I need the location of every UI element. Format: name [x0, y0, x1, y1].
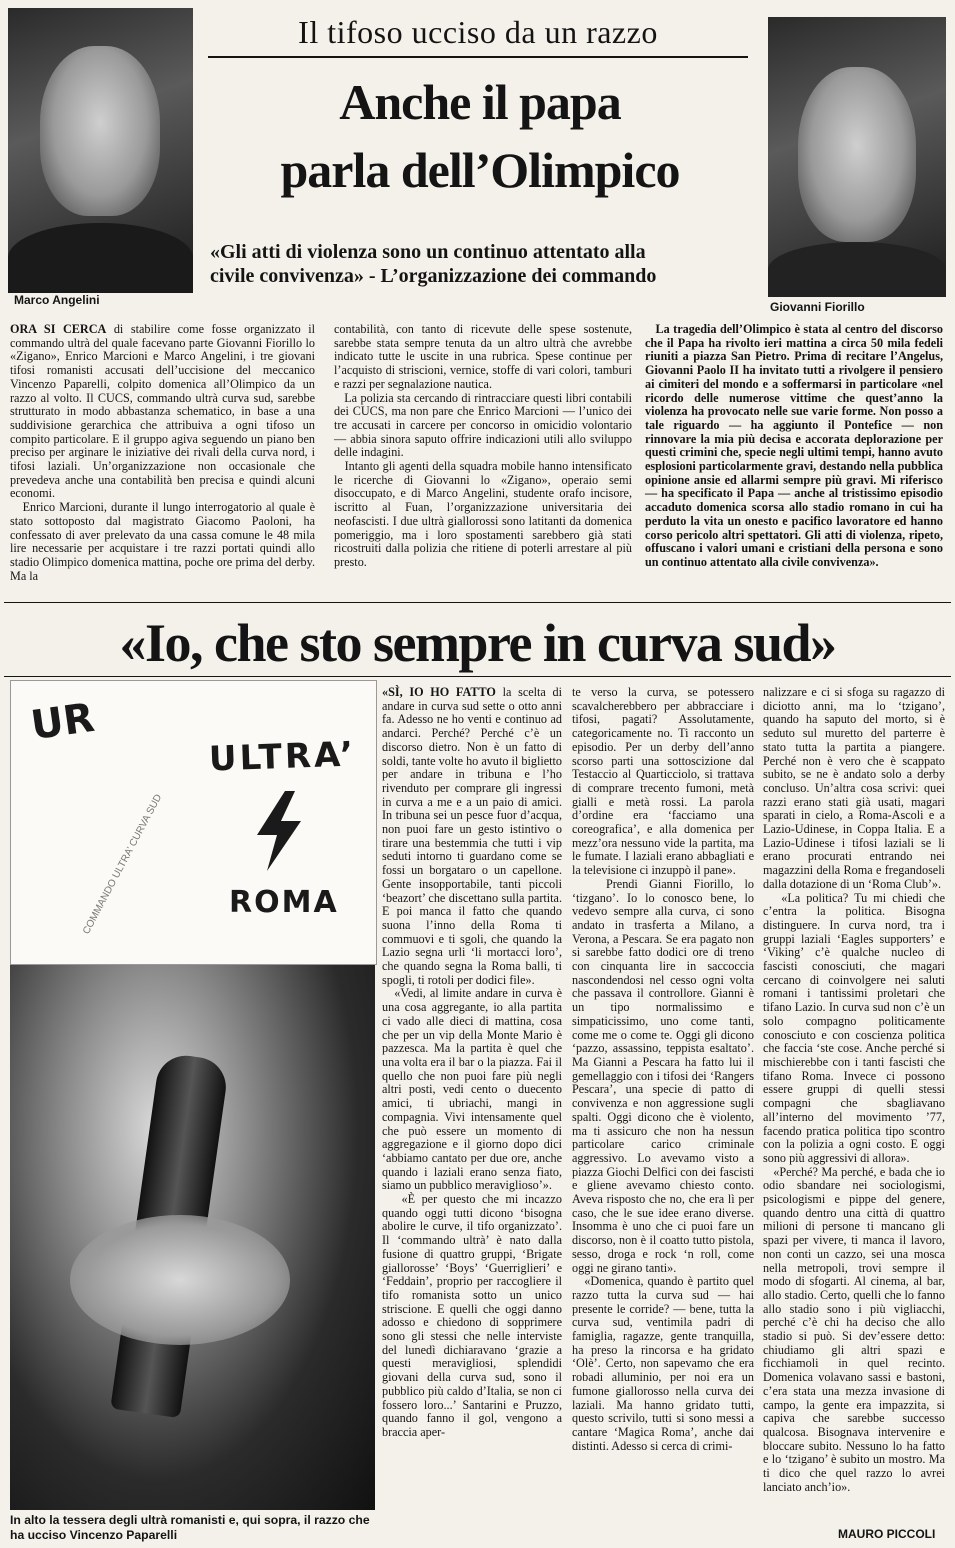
- column-text: la scelta di andare in curva sud sette o otto anni fa. Adesso ne ho venti e continuo ad andarci. Perché? Perché c’è un discorso dietro. Non è un fatto di soldi, tante volte ho avuto il biglietto per andare in tribuna e l’ho rivenduto per comprare gli ingressi in curva a me e a un paio di amici. In tribuna sei un pesce fuor d’acqua, non puoi fare un gesto istintivo o tirare una bestemmia che tutti i vip seduti intorno ti guardano come se fossi un borgataro o un capellone. Gente insopportabile, tanti piccoli ‘beazort’ che discettano sulla partita. E poi manca il fatto che quando suona l’inno della Roma ti commuovi e ti sgoli, che quando la Lazio segna urli ‘li mortacci loro’, che quando segna la Roma balli, ti spogli, ti rotoli per dodici file». «Vedi, al limite andare in curva è una cosa aggregante, io alla partita ci vado alle dieci di mattina, cosa che per un vip della Monte Mario è pazzesca. Ma la partita è quel che una volta era il bar o la piazza. Fai il quello che non puoi fare più negli altri posti, vedi cento o duecento amici, ti ubriachi, mangi in compagnia. Vivi intensamente quel che può essere un momento di aggregazione e il giorno dopo dici ‘abbiamo cantato per due ore, anche quando i laziali erano senza fiato, siamo un pubblico meraviglioso’». «È per questo che mi incazzo quando oggi tutti dicono ‘bisogna abolire le curve, il tifo organizzato’. Il ‘commando ultrà’ è nato dalla fusione di quattro gruppi, ‘Brigate giallorosse’ ‘Boys’ ‘Guerriglieri’ e ‘Feddain’, proprio per raccogliere il tifo romanista sotto un unico striscione. E quelli che oggi danno adosso e chiedono di sopprimere sono gli stessi che nelle interviste del lunedì dichiaravano ‘grazie a questi meravigliosi, splendidi giovani della curva sud, sono il pubblico più caldo d’Italia, se non ci fossero loro...’ Santarini e Pruzzo, quando fanno il gol, vengono a braccia aper-: [382, 685, 563, 1439]
- column-text: contabilità, con tanto di ricevute delle spese sostenute, sarebbe stata sempre tenuta da un altro ultrà che avrebbe indicato tutte le uscite in una rubrica. Spese continue per l’acquisto di striscioni, vernice, stoffe di vari colori, tamburi e razzi per segnalazione nautica. La polizia sta cercando di rintracciare questi libri contabili dei CUCS, ma non pare che Enrico Marcioni — l’unico dei tre accusati in carcere per concorso in omicidio volontario — abbia sinora saputo offrire indicazioni utili allo sviluppo delle indagini. Intanto gli agenti della squadra mobile hanno intensificato le ricerche di Giovanni lo «Zigano», operaio semi disoccupato, e di Marco Angelini, studente orafo incisore, iscritto al Fuan, l’organizzazione universitaria dei neofascisti. I due ultrà giallorossi sono latitanti da domenica pomeriggio, ma i loro spostamenti sarebbero già stati ricostruiti dalla polizia che ritiene di poterli arrestare al più presto.: [334, 322, 633, 569]
- ultra-membership-card: [10, 680, 377, 965]
- card-stamp: COMMANDO ULTRA’ CURVA SUD: [81, 792, 165, 937]
- portrait-face: [798, 67, 916, 242]
- section-divider: [4, 602, 951, 603]
- lightning-bolt-icon: [251, 791, 307, 871]
- ur-logo: UR: [28, 694, 98, 750]
- photo-left-caption: Marco Angelini: [14, 293, 100, 307]
- headline-line2: parla dell’Olimpico: [280, 142, 680, 198]
- column-lead: «SÌ, IO HO FATTO: [382, 685, 496, 699]
- column-text: La tragedia dell’Olimpico è stata al centro del discorso che il Papa ha rivolto ieri mattina a circa 50 mila fedeli riuniti a piazza San Pietro. Prima di recitare l’Angelus, Giovanni Paolo II ha invitato tutti a rivolgere il pensiero ai cimiteri del mondo e a soffermarsi in particolare «nel ricordo delle numerose vittime che quest’anno la violenza ha provocato nelle sue varie forme. Non posso a tale riguardo — ha aggiunto il Pontefice — non rinnovare la mia più decisa e accorata deplorazione per questi crimini che, specie negli ultimi tempi, hanno avuto esplosioni particolarmente gravi, destando nella pubblica opinione ansie ed allarmi sempre più gravi. Mi riferisco — ha specificato il Papa — anche al tristissimo episodio accaduto domenica scorsa allo stadio romano in cui ha perduto la vita un onesto e pacifico lavoratore ed hanno corso pericolo altri spettatori. Gli atti di violenza, ripeto, offuscano i valori umani e cristiani della persona e sono un continuo attentato alla civile convivenza».: [645, 322, 947, 569]
- column-text: nalizzare e ci si sfoga su ragazzo di diciotto anni, ma lo ‘tzigano’, quando ha saputo del morto, si è seduto sul muretto del parterre è stato tutta la partita a piangere. Perché non è vero che è scappato subito, se ne è andato solo a derby concluso. Un’altra cosa scrivi: quei razzi erano stati già usati, magari sparati in cielo, a Roma-Ascoli e a Lazio-Udinese, in Coppa Italia. E a Lazio-Udinese i tifosi laziali se li erano procurati entrando nei magazzini della Roma e fregandoseli dalla dotazione di un ‘Roma Club’». «La politica? Tu mi chiedi che c’entra la politica. Bisogna distinguere. In curva nord, tra i gruppi laziali ‘Eagles supporters’ e ‘Viking’ c’è qualche nucleo di fascisti conosciuti, che magari cercano di coinvolgere nei saluti romani i tantissimi proletari che tifano Lazio. In curva sud non c’è un solo compagno politicamente conosciuto e con coscienza politica che faccia ‘ste cose. Anche perché si mischierebbe con i tanti fascisti che tifano Roma. Invece ci possono essere gruppi di quelli stessi compagni che sbagliavano all’interno del movimento ’77, facendo pratica politica tipo scontro con la polizia a ogni costo. E oggi sono più aggressivi di allora». «Perché? Ma perché, e bada che io odio sbandare nei sociologismi, psicologismi e pippe del genere, quando dentro una città di quattro milioni di persone ti mancano gli spazi per vivere, ti manca il lavoro, non conti un cazzo, sei una mosca nella metropoli, trovi sempre il modo di sfogarti. Al cinema, al bar, allo stadio. Certo, quelli che lo fanno allo stadio sono i più vigliacchi, perché c’è chi ha deciso che allo stadio si può. Si dev’essere detto: chiudiamo gli altri spazi e ficchiamoli in quel recinto. Domenica volavano sassi e bastoni, c’era stata una mezza invasione di campo, la gente era impazzita, si capiva che sarebbe successo qualcosa. Bisognava intervenire e bloccare subito. Nessuno lo ha fatto e lo ‘tzigano’ è subito un mostro. Ma ti dico che quel razzo lo avrei lanciato anch’io».: [763, 685, 946, 1494]
- article-kicker: Il tifoso ucciso da un razzo: [298, 14, 658, 50]
- card-ultra-label: ULTRA’: [208, 734, 357, 780]
- portrait-shoulders: [768, 242, 946, 297]
- interview-column-3: [763, 686, 945, 1522]
- card-roma-label: ROMA: [229, 885, 339, 920]
- interview-column-1: [382, 686, 562, 1538]
- portrait-shoulders: [8, 223, 193, 293]
- byline: MAURO PICCOLI: [838, 1527, 936, 1541]
- rocket-photo: [10, 965, 375, 1510]
- interview-headline: «Io, che sto sempre in curva sud»: [119, 613, 836, 673]
- kicker-rule: [208, 56, 748, 58]
- photo-right-caption: Giovanni Fiorillo: [770, 300, 865, 314]
- subhead-line1: «Gli atti di violenza sono un continuo attentato alla: [210, 241, 646, 263]
- column-text: te verso la curva, se potessero scavalcherebbero per abbracciare i tifosi, pagati? Assolutamente, categoricamente no. Ti racconto un episodio. Per un derby dell’anno scorso parti una sottoscizione dal Testaccio al Quarticciolo, si trattava di comprare trecento fumoni, metà gialli e metà rossi. La parola d’ordine era ‘facciamo una coreografica’, e alla domenica per mezz’ora nessuno vide la partita, ma le fumate. I laziali erano abbagliati e la televisione ci inzuppò il pane». Prendi Gianni Fiorillo, lo ‘tizgano’. Io lo conosco bene, lo vedevo sempre alla curva, ci sono andato in trasferta a Milano, a Verona, a Pescara. Se era pagato non si sarebbe fatto dodici ore di treno con cinquanta lire in saccoccia nascondendosi nel cesso ogni volta che passava il controllore. Gianni è un tipo normalissimo e simpaticissimo, uno come tanti, come me o come te. Oggi gli dicono ‘pazzo, assassino, teppista esaltato’. Ma Gianni a Pescara ha fatto lui il gemellaggio con i tifosi dei ‘Rangers Pescara’, una specie di patto di convivenza e non aggressione sugli spalti. Oggi dicono che è violento, ma ti assicuro che non ha nessun particolare carico criminale aggressivo. Lo avevamo visto a piazza Giochi Delfici con dei fascisti e gliene avevamo chiesto conto. Aveva risposto che no, che era lì per caso, che le sue idee erano diverse. Insomma è uno che ci puoi fare un discorso, non è il coatto tutto pistola, sesso, droga e rock ‘n roll, come oggi ne girano tanti». «Domenica, quando è partito quel razzo tutta la curva sud — hai presente le corride? — bene, tutta la curva sud, ventimila padri di famiglia, ragazze, gente tranquilla, ha preso la rincorsa e ha gridato ‘Olè’. Certo, non sapevamo che era robadi alluminio, per noi era un fumone giallorosso nella curva dei laziali. Ma hanno gridato tutti, questo scrivilo, tutti si sono messi a cantare ‘Magica Roma’, anche dai distinti. Adesso si cerca di crimi-: [572, 685, 754, 1453]
- hand-shape: [70, 1215, 290, 1345]
- image-caption: In alto la tessera degli ultrà romanisti e, qui sopra, il razzo che ha ucciso Vincenzo Paparelli: [10, 1513, 370, 1542]
- subhead-line2: civile convivenza» - L’organizzazione dei commando: [210, 265, 657, 287]
- headline-line1: Anche il papa: [339, 74, 621, 130]
- portrait-face: [40, 46, 160, 216]
- headline-rule: [4, 676, 951, 677]
- column-lead: ORA SI CERCA: [10, 322, 107, 336]
- article-column-1: [10, 323, 315, 595]
- column-text: di stabilire come fosse organizzato il commando ultrà del quale facevano parte Giovanni Fiorillo lo «Zigano», Enrico Marcioni e Marco Angelini, i tre giovani tifosi romanisti accusati dell’uccisione del meccanico Vincenzo Paparelli, colpito domenica all’Olimpico da un razzo al volto. Il CUCS, commando ultrà curva sud, sarebbe strutturato in modo abbastanza schematico, in base a una suddivisione gerarchica che attribuiva a ogni tifoso un compito particolare. E il gruppo agiva seguendo un piano ben preciso per arginare le iniziative dei rivali della curva nord, i tifosi laziali. Un’organizzazione non occasionale che prevedeva anche una contabilità ben precisa e quindi alcuni economi. Enrico Marcioni, durante il lungo interrogatorio al quale è stato sottoposto dal magistrato Giacomo Paoloni, ha confessato di aver prelevato da una cassa comune le 48 mila lire necessarie per acquistare i tre razzi portati quindi allo stadio Olimpico domenica mattina, poche ore prima del derby. Ma la: [10, 322, 316, 583]
- photo-marco-angelini: [8, 8, 193, 286]
- article-column-2: [334, 323, 632, 595]
- article-column-3: [645, 322, 947, 595]
- interview-column-2: [572, 686, 754, 1538]
- photo-giovanni-fiorillo: [768, 17, 946, 295]
